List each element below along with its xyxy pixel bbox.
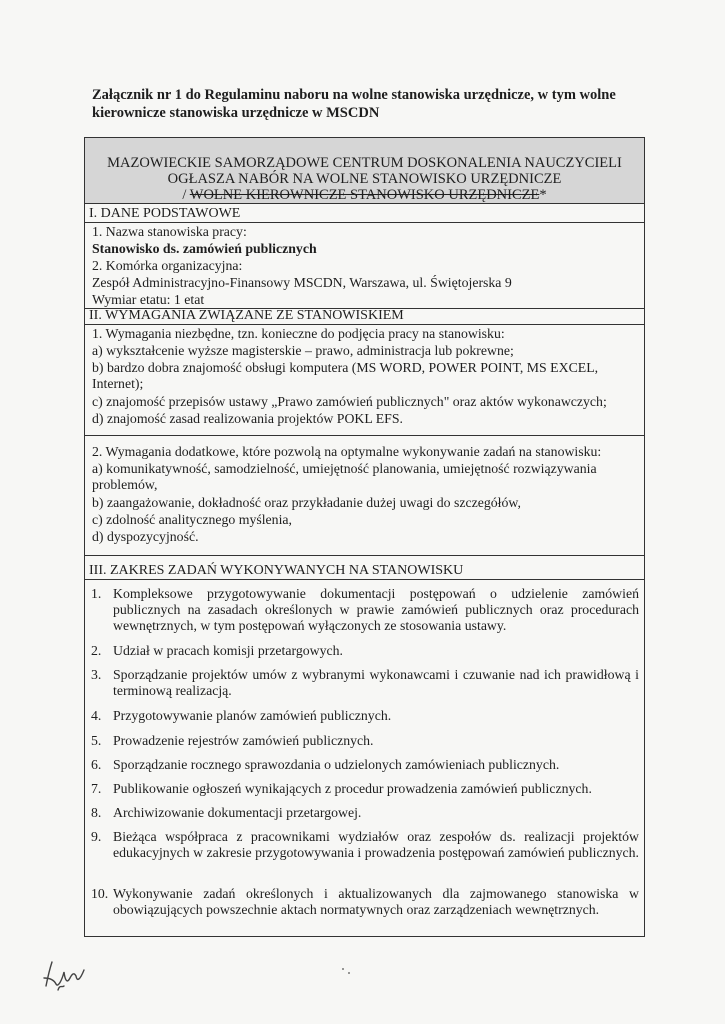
task-number: 3. [91, 667, 102, 682]
task-text: Bieżąca współpraca z pracownikami wydziałów oraz zespołów ds. realizacji projektów edukacyjnych w zakresie przygotowywania i prowadzenia postępowań zamówień publicznych. [113, 829, 640, 860]
header-line-3-struck: WOLNE KIEROWNICZE STANOWISKO URZĘDNICZE [189, 187, 540, 203]
header-line-3-suffix: * [539, 187, 547, 203]
announcement-header [85, 138, 644, 204]
scan-speck [342, 968, 344, 970]
task-item [91, 829, 639, 861]
divider [85, 222, 644, 223]
task-text: Archiwizowanie dokumentacji przetargowej. [113, 805, 362, 820]
task-number: 6. [91, 757, 102, 772]
task-item [91, 643, 639, 659]
recruitment-form-table [84, 137, 645, 937]
scan-speck [348, 972, 350, 974]
task-text: Sporządzanie rocznego sprawozdania o udzielonych zamówieniach publicznych. [113, 757, 560, 772]
divider [85, 555, 644, 556]
task-item [91, 757, 639, 773]
task-text: Sporządzanie projektów umów z wybranymi wykonawcami i czuwanie nad ich prawidłową i terminową realizacją. [113, 667, 639, 698]
task-number: 1. [91, 586, 102, 601]
page-title: Załącznik nr 1 do Regulaminu naboru na wolne stanowiska urzędnicze, w tym wolne kierownicze stanowiska urzędnicze w MSCDN [92, 87, 616, 121]
task-item [91, 886, 639, 918]
task-item [91, 733, 639, 749]
required-item: b) bardzo dobra znajomość obsługi komputera (MS WORD, POWER POINT, MS EXCEL, Internet); [92, 360, 599, 391]
task-number: 8. [91, 805, 102, 820]
task-item [91, 708, 639, 724]
task-number: 9. [91, 829, 102, 844]
header-line-1: MAZOWIECKIE SAMORZĄDOWE CENTRUM DOSKONALENIA NAUCZYCIELI [107, 155, 622, 171]
task-text: Wykonywanie zadań określonych i aktualizowanych dla zajmowanego stanowiska w obowiązujących powszechnie aktach normatywnych oraz zarządzeniach wewnętrznych. [113, 886, 639, 917]
additional-intro: 2. Wymagania dodatkowe, które pozwolą na optymalne wykonywanie zadań na stanowisku: [92, 444, 602, 459]
header-line-3 [85, 187, 644, 203]
signature-initials-icon [40, 958, 92, 994]
task-item [91, 586, 639, 634]
section-1-heading: I. DANE PODSTAWOWE [89, 206, 241, 221]
task-number: 7. [91, 781, 102, 796]
divider [85, 435, 644, 436]
task-text: Kompleksowe przygotowywanie dokumentacji postępowań o udzielenie zamówień publicznych na zasadach określonych w prawie zamówień publicznych oraz procedurach wewnętrznych, w tym postępowań wyłączonych ze stosowania ustawy. [113, 586, 639, 633]
task-text: Przygotowywanie planów zamówień publicznych. [113, 708, 392, 723]
task-number: 2. [91, 643, 102, 658]
task-text: Publikowanie ogłoszeń wynikających z procedur prowadzenia zamówień publicznych. [113, 781, 592, 796]
required-item: d) znajomość zasad realizowania projektów POKL EFS. [92, 411, 403, 426]
header-line-2: OGŁASZA NABÓR NA WOLNE STANOWISKO URZĘDNICZE [167, 171, 562, 187]
required-item: c) znajomość przepisów ustawy „Prawo zamówień publicznych" oraz aktów wykonawczych; [92, 394, 607, 409]
additional-item: b) zaangażowanie, dokładność oraz przykładanie dużej uwagi do szczegółów, [92, 495, 521, 510]
required-intro: 1. Wymagania niezbędne, tzn. konieczne do podjęcia pracy na stanowisku: [92, 326, 505, 341]
additional-item: d) dyspozycyjność. [92, 529, 199, 544]
task-item [91, 805, 639, 821]
divider [85, 579, 644, 580]
task-item [91, 781, 639, 797]
task-text: Prowadzenie rejestrów zamówień publicznych. [113, 733, 374, 748]
task-text: Udział w pracach komisji przetargowych. [113, 643, 343, 658]
additional-item: c) zdolność analitycznego myślenia, [92, 512, 292, 527]
task-number: 10. [91, 886, 109, 901]
header-line-3-prefix: / [182, 187, 190, 203]
unit-value: Zespół Administracyjno-Finansowy MSCDN, Warszawa, ul. Świętojerska 9 [92, 275, 512, 290]
unit-label: 2. Komórka organizacyjna: [92, 258, 243, 273]
required-item: a) wykształcenie wyższe magisterskie – prawo, administracja lub pokrewne; [92, 343, 514, 358]
divider [85, 324, 644, 325]
section-3-heading: III. ZAKRES ZADAŃ WYKONYWANYCH NA STANOWISKU [89, 563, 464, 578]
section-2-heading: II. WYMAGANIA ZWIĄZANE ZE STANOWISKIEM [89, 308, 404, 323]
fte-value: Wymiar etatu: 1 etat [92, 292, 205, 307]
position-label: 1. Nazwa stanowiska pracy: [92, 224, 247, 239]
task-number: 5. [91, 733, 102, 748]
additional-item: a) komunikatywność, samodzielność, umiejętność planowania, umiejętność rozwiązywania problemów, [92, 461, 597, 492]
task-number: 4. [91, 708, 102, 723]
task-item [91, 667, 639, 699]
position-value: Stanowisko ds. zamówień publicznych [92, 241, 317, 256]
